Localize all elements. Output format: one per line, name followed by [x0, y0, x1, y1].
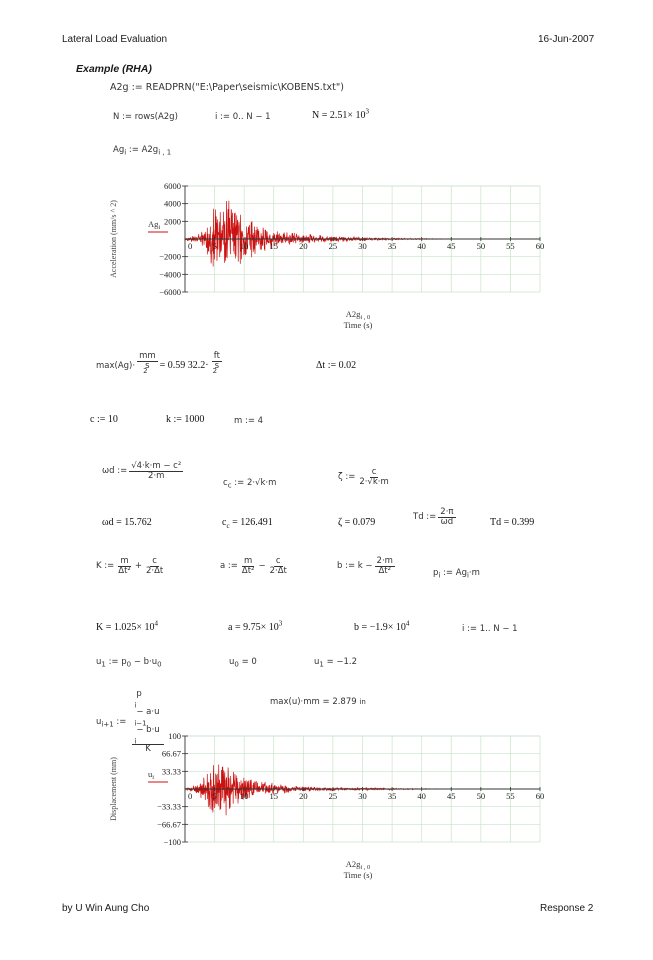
- zeta-value: ζ = 0.079: [338, 517, 376, 528]
- footer-author: by U Win Aung Cho: [62, 903, 150, 914]
- y-tick-label: −66.67: [157, 819, 181, 830]
- x-tick-label: 50: [476, 241, 486, 251]
- rows-expr: N := rows(A2g): [113, 112, 178, 122]
- y-tick-label: −6000: [159, 287, 181, 297]
- x-tick-label: 5: [212, 241, 217, 251]
- y-tick-label: −100: [163, 837, 181, 847]
- y-tick-label: 2000: [164, 216, 181, 227]
- cc-value: $c_c = 126.491$: [222, 517, 273, 530]
- x-tick-label: 35: [387, 241, 397, 251]
- x-tick-label: 15: [269, 241, 278, 251]
- x-tick-label: 5: [212, 791, 217, 801]
- x-tick-label: 20: [299, 241, 308, 251]
- y-tick-label: −4000: [159, 269, 181, 280]
- c-definition: c := 10: [90, 414, 118, 425]
- acceleration-chart: [100, 180, 560, 340]
- header-title: Lateral Load Evaluation: [62, 34, 168, 45]
- x-tick-label: 40: [417, 791, 426, 801]
- x-tick-label: 20: [299, 791, 308, 801]
- series-label: $Ag_i$: [148, 219, 161, 231]
- x-tick-label: 55: [506, 791, 515, 801]
- x-tick-label: 30: [358, 241, 367, 251]
- x-tick-label: 10: [239, 241, 249, 251]
- x-tick-label: 35: [387, 791, 397, 801]
- K-value: $K = 1.025\times 10^4$: [96, 619, 159, 633]
- readprn-expr: A2g := READPRN("E:\Paper\seismic\KOBENS.txt"): [110, 82, 344, 93]
- x-axis-label: $A2g_{i , 0}$: [345, 859, 371, 871]
- x-tick-label: 50: [476, 791, 486, 801]
- x-tick-label: 15: [269, 791, 278, 801]
- k-definition: k := 1000: [166, 414, 205, 425]
- x-axis-label: $A2g_{i , 0}$: [345, 309, 371, 321]
- x-tick-label: 0: [188, 791, 193, 801]
- n-value: $N = 2.51\times 10^3$: [312, 107, 370, 121]
- displacement-chart: [100, 730, 560, 890]
- example-title: Example (RHA): [76, 63, 152, 75]
- y-tick-label: −33.33: [157, 801, 181, 812]
- u1-value: $u_1 = -1.2$: [314, 657, 358, 669]
- header-date: 16-Jun-2007: [538, 34, 595, 45]
- x-tick-label: 25: [328, 791, 338, 801]
- max-u-expr: max(u)·mm = 2.879 in: [270, 697, 366, 707]
- x-tick-label: 25: [328, 241, 338, 251]
- max-ag-expr: max(Ag)· mm s $^2$ = 0.59 32.2· ft s $^2$: [96, 351, 220, 376]
- a-value: $a = 9.75\times 10^3$: [228, 619, 283, 633]
- x-tick-label: 40: [417, 241, 426, 251]
- x-tick-label: 30: [358, 791, 367, 801]
- series-label: $u_i$: [148, 769, 155, 781]
- x-tick-label: 0: [188, 241, 193, 251]
- footer-page: Response 2: [540, 903, 594, 914]
- u0-value: $u_0 = 0$: [229, 657, 257, 669]
- x-tick-label: 45: [447, 241, 456, 251]
- recurrence-definition: $u_{i+1}$ := p $_i$ − a·u $_{i-1}$ − b·u $_i$ K: [96, 690, 166, 753]
- u1-definition: $u_1$ := $p_0 - b\cdot u_0$: [96, 657, 162, 669]
- x-axis-unit-label: Time (s): [343, 870, 373, 880]
- dt-expr: Δt := 0.02: [316, 360, 357, 371]
- y-tick-label: 6000: [164, 181, 181, 191]
- x-tick-label: 45: [447, 791, 456, 801]
- b-value: $b = -1.9\times 10^4$: [354, 619, 410, 633]
- b-definition: b := k − $\frac{2\cdot m}{\text{Δt²}}$: [337, 556, 393, 576]
- p-definition: $p_i$ := $Ag_i\cdot m$: [433, 568, 480, 580]
- y-tick-label: 100: [168, 731, 181, 741]
- wd-definition: ωd := $\frac{\text{√4·k·m − c²}}{2\cdot m}$: [102, 461, 182, 481]
- y-tick-label: 4000: [164, 198, 181, 209]
- range-i-expr: i := 0.. N − 1: [215, 112, 271, 122]
- y-tick-label: −2000: [159, 251, 181, 262]
- x-tick-label: 60: [535, 241, 545, 251]
- K-definition: K := $\frac{m}{\text{Δt²}}$ + $\frac{c}{2\cdot\Delta t}$: [96, 556, 164, 576]
- y-axis-label: Displacement (mm): [109, 757, 118, 821]
- range-i2-expr: i := 1.. N − 1: [462, 624, 518, 634]
- cc-definition: $c_c$ := 2·√k·m: [223, 478, 277, 490]
- x-axis-unit-label: Time (s): [343, 320, 373, 330]
- td-definition: Td := $\frac{2\cdot\pi}{\omega d}$: [413, 507, 454, 527]
- m-definition: m := 4: [234, 416, 264, 426]
- x-tick-label: 10: [239, 791, 249, 801]
- wd-value: ωd = 15.762: [102, 517, 152, 528]
- x-tick-label: 55: [506, 241, 515, 251]
- y-tick-label: 66.67: [161, 748, 181, 759]
- td-value: Td = 0.399: [490, 517, 535, 528]
- y-tick-label: 33.33: [161, 766, 181, 777]
- ag-definition: $Ag_i$ := $A2g_{i , 1}$: [113, 145, 172, 157]
- y-axis-label: Acceleration (mm/s ^ 2): [109, 200, 118, 278]
- x-tick-label: 60: [535, 791, 545, 801]
- a-definition: a := $\frac{m}{\text{Δt²}}$ − $\frac{c}{2\cdot\Delta t}$: [220, 556, 287, 576]
- zeta-definition: ζ := $\frac{c}{2\cdot√k\cdot m}$: [338, 467, 389, 487]
